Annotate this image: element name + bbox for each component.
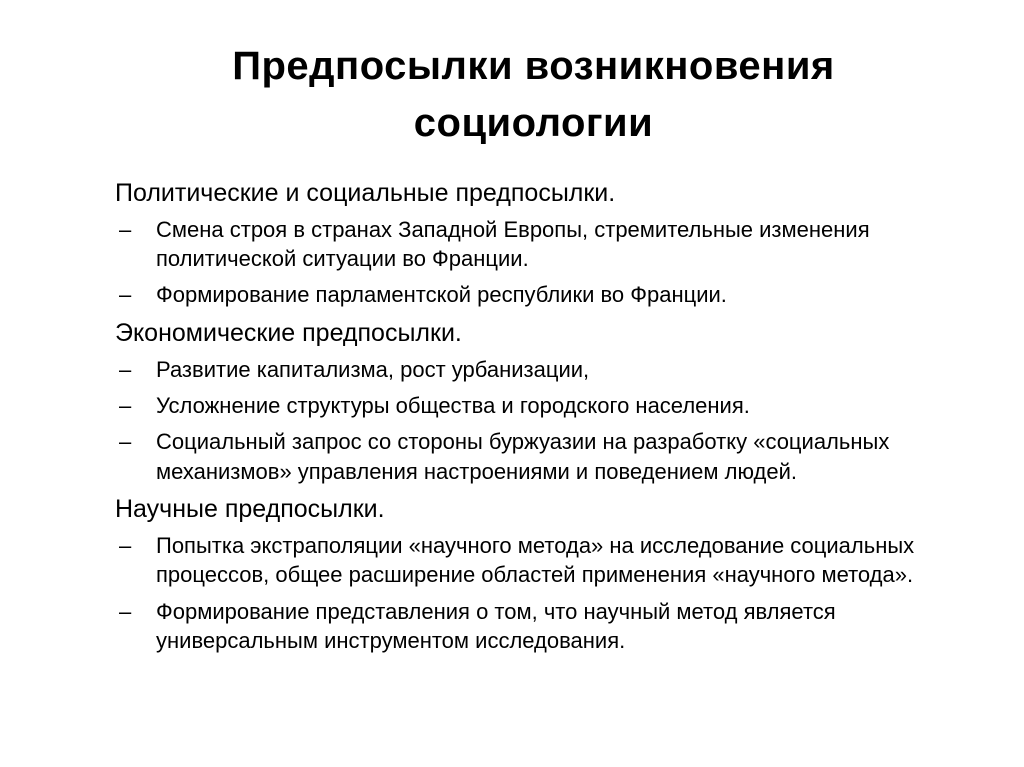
slide-title: Предпосылки возникновения социологии [232,44,835,145]
bullet-item [115,355,952,384]
bullet-item [115,597,952,656]
bullet-text: Формирование парламентской республики во Франции. [156,282,727,308]
section-heading: Политические и социальные предпосылки. [115,178,616,207]
bullet-list [115,531,952,655]
bullet-item [115,280,952,309]
bullet-text: Развитие капитализма, рост урбанизации, [156,356,590,382]
dash-bullet: – [119,282,132,308]
section-political [115,178,952,310]
bullet-list [115,355,952,486]
dash-bullet: – [119,533,132,559]
dash-bullet: – [119,216,132,242]
section-heading: Научные предпосылки. [115,494,385,523]
dash-bullet: – [119,429,132,455]
bullet-text: Усложнение структуры общества и городского населения. [156,393,750,419]
dash-bullet: – [119,393,132,419]
section-heading: Экономические предпосылки. [115,318,462,347]
section-scientific [115,494,952,655]
bullet-text: Попытка экстраполяции «научного метода» на исследование социальных процессов, общее расширение областей применения «научного метода». [156,533,915,588]
bullet-item [115,391,952,420]
bullet-item [115,427,952,486]
bullet-text: Формирование представления о том, что научный метод является универсальным инструментом исследования. [156,598,836,653]
bullet-item [115,215,952,274]
dash-bullet: – [119,598,132,624]
bullet-list [115,215,952,310]
bullet-text: Смена строя в странах Западной Европы, стремительные изменения политической ситуации во Франции. [156,216,870,272]
bullet-text: Социальный запрос со стороны буржуазии на разработку «социальных механизмов» управления настроениями и поведением людей. [156,429,890,484]
dash-bullet: – [119,356,132,382]
section-economic [115,318,952,486]
bullet-item [115,531,952,590]
